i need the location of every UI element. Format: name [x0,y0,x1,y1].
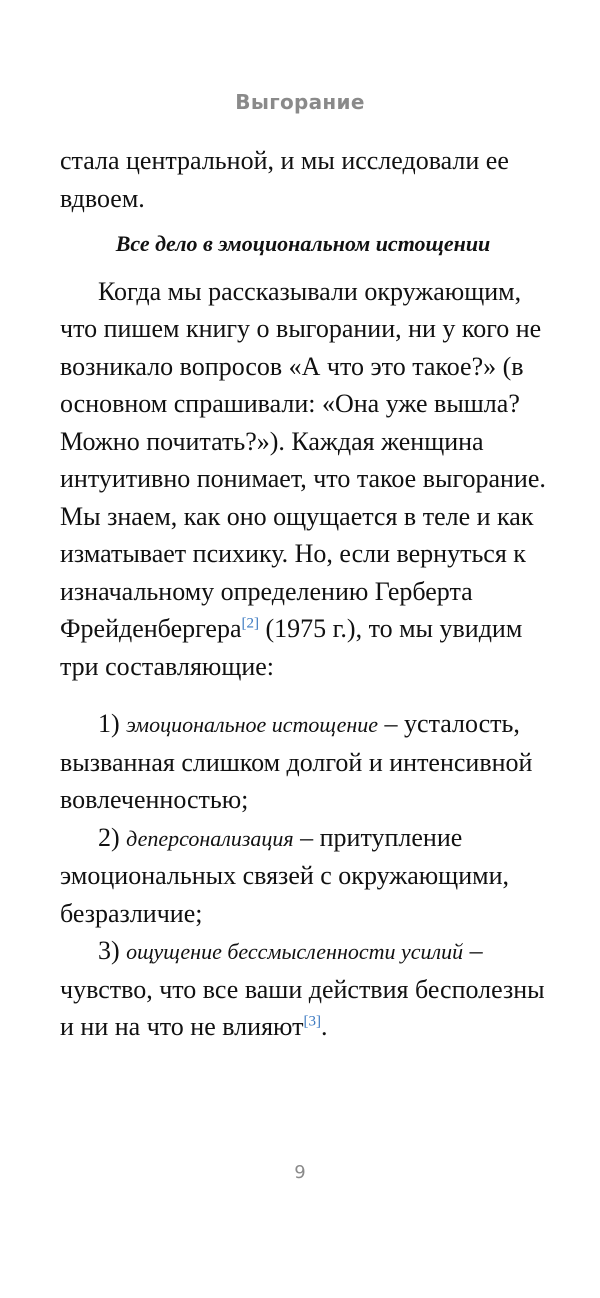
list-number: 1) [98,709,127,738]
footnote-link-2[interactable]: [2] [241,615,260,632]
list-text: – усталость, вызванная слишком долгой и интенсивной вовлеченностью; [60,709,533,814]
spacer [60,685,546,705]
body-paragraph [60,273,546,686]
paragraph-text-continued: (1975 г.), то мы увидим три составляющие: [60,614,523,681]
list-item-2 [60,819,546,933]
list-text: – притупление эмоциональных связей с окружающими, безразличие; [60,822,509,928]
list-item-3 [60,932,546,1046]
list-number: 2) [98,822,127,852]
list-end: . [320,1012,328,1041]
footnote-link-3[interactable]: [3] [303,1013,321,1030]
running-head: Выгорание [235,90,365,114]
page-number: 9 [294,1162,306,1183]
page-body [60,142,546,1046]
continued-text: стала центральной, и мы исследовали ее вдвоем. [60,146,509,213]
list-item-1 [60,705,546,819]
paragraph-text: Когда мы рассказывали окружающим, что пишем книгу о выгорании, ни у кого не возникало вопросов «А что это такое?» (в основном спрашивали: «Она уже вышла? Можно почитать?»). Каждая женщина интуитивно понимает, что такое выгорание. Мы знаем, как оно ощущается в теле и как изматывает психику. Но, если вернуться к изначальному определению Герберта Фрейденбергера [60,276,546,643]
list-number: 3) [98,936,127,965]
section-heading: Все дело в эмоциональном истощении [115,231,491,256]
list-term: эмоциональное истощение [126,712,379,737]
list-term: ощущение бессмысленности усилий [126,939,464,964]
list-term: деперсонализация [126,825,294,851]
list-text: – чувство, что все ваши действия бесполезны и ни на что не влияют [60,936,545,1041]
